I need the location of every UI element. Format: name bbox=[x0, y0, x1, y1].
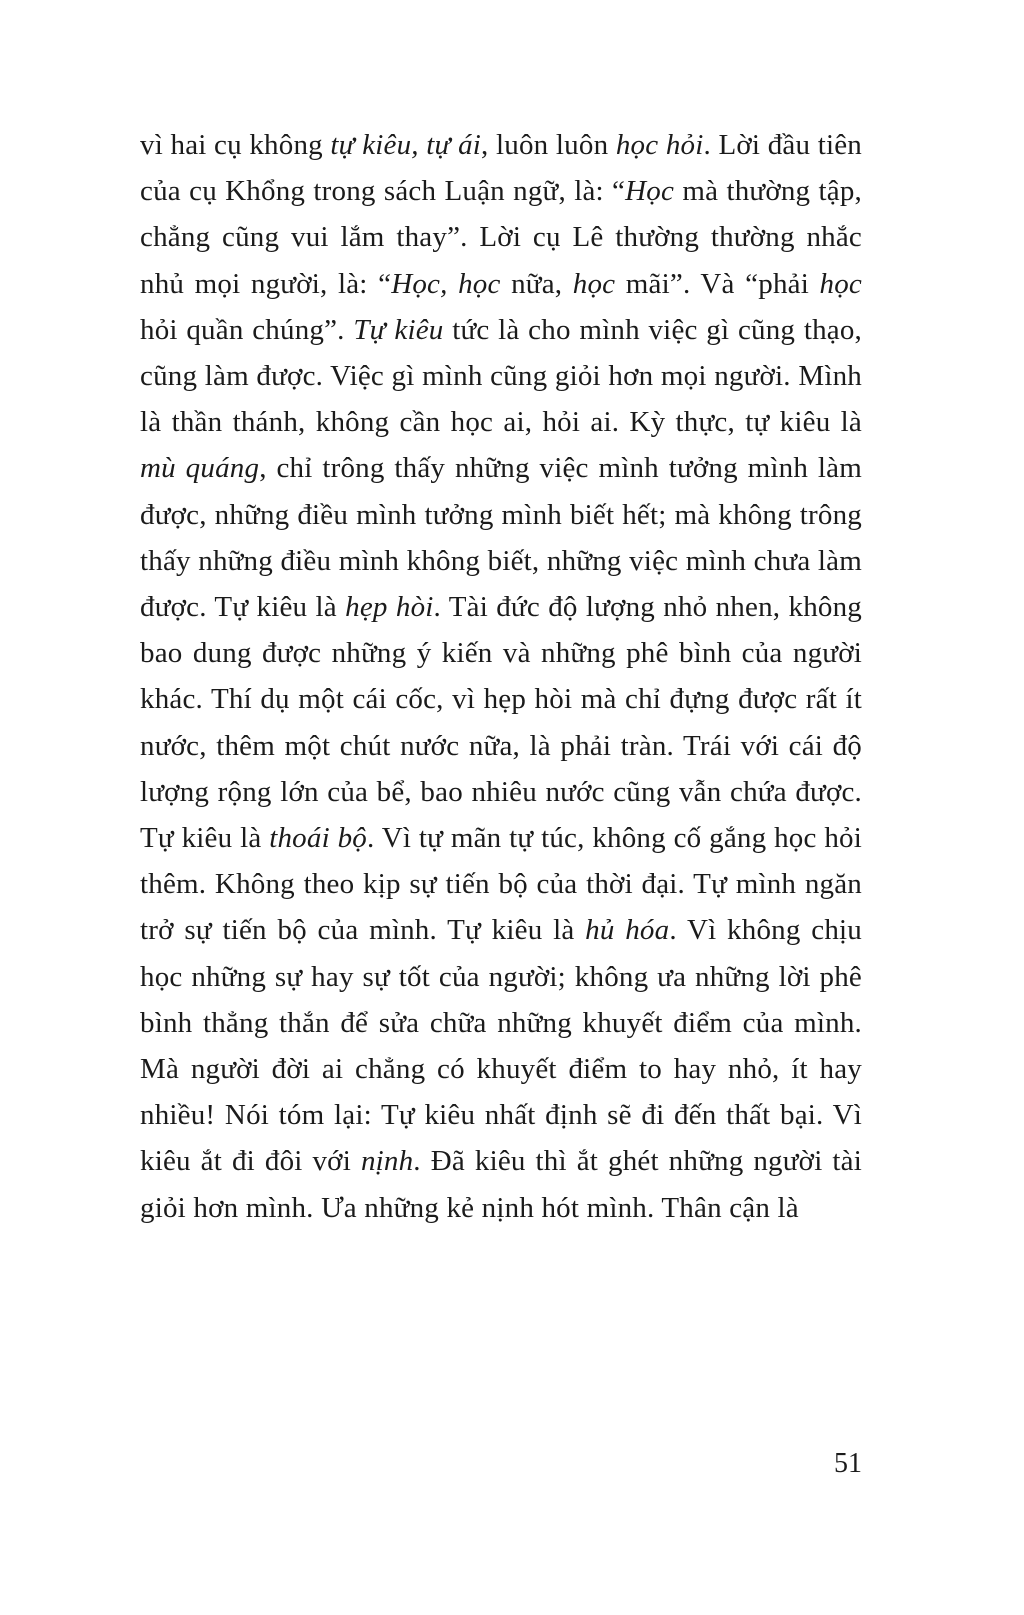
text-segment: hỏi quần chúng”. bbox=[140, 313, 354, 346]
emphasized-text-segment: học hỏi bbox=[615, 129, 704, 161]
text-segment: . Lời đầu tiên của cụ Khổng trong sách Luận ngữ, là: “ bbox=[140, 129, 862, 208]
emphasized-text-segment: học bbox=[572, 267, 616, 300]
text-segment: , luôn luôn bbox=[481, 129, 616, 161]
text-segment: , chỉ trông thấy những việc mình tưởng mình làm được, những điều mình tưởng mình biết hết; mà không trông thấy những điều mình không biết, những việc mình chưa làm được. Tự kiêu là bbox=[140, 452, 862, 624]
emphasized-text-segment: Học bbox=[625, 175, 675, 208]
text-segment: . Đã kiêu thì ắt ghét những người tài giỏi hơn mình. Ưa những kẻ nịnh hót mình. Thân cận là bbox=[140, 1145, 862, 1224]
emphasized-text-segment: nịnh bbox=[360, 1145, 414, 1178]
page-number: 51 bbox=[834, 1448, 862, 1479]
emphasized-text-segment: Tự kiêu bbox=[353, 313, 444, 346]
text-segment: mà thường tập, chẳng cũng vui lắm thay”. Lời cụ Lê thường thường nhắc nhủ mọi người, là: “ bbox=[140, 175, 863, 300]
body-paragraph bbox=[140, 122, 862, 1231]
emphasized-text-segment: thoái bộ bbox=[269, 822, 368, 855]
text-segment: . Vì không chịu học những sự hay sự tốt của người; không ưa những lời phê bình thẳng thắn để sửa chữa những khuyết điểm của mình. Mà người đời ai chẳng có khuyết điểm to hay nhỏ, ít hay nhiều! Nói tóm lại: Tự kiêu nhất định sẽ đi đến thất bại. Vì kiêu ắt đi đôi với bbox=[140, 914, 862, 1178]
emphasized-text-segment: hẹp hòi bbox=[345, 591, 434, 624]
emphasized-text-segment: mù quáng bbox=[140, 452, 260, 485]
emphasized-text-segment: hủ hóa bbox=[585, 914, 670, 947]
text-segment: vì hai cụ không bbox=[140, 129, 331, 161]
text-segment: tức là cho mình việc gì cũng thạo, cũng làm được. Việc gì mình cũng giỏi hơn mọi người. Mình là thần thánh, không cần học ai, hỏi ai. Kỳ thực, tự kiêu là bbox=[140, 313, 862, 439]
text-segment: . Vì tự mãn tự túc, không cố gắng học hỏi thêm. Không theo kịp sự tiến bộ của thời đại. Tự mình ngăn trở sự tiến bộ của mình. Tự kiêu là bbox=[140, 822, 862, 947]
emphasized-text-segment: tự kiêu, tự ái bbox=[330, 129, 482, 161]
text-segment: nữa, bbox=[500, 267, 573, 300]
emphasized-text-segment: học bbox=[819, 267, 862, 300]
text-segment: . Tài đức độ lượng nhỏ nhen, không bao dung được những ý kiến và những phê bình của người khác. Thí dụ một cái cốc, vì hẹp hòi mà chỉ đựng được rất ít nước, thêm một chút nước nữa, là phải tràn. Trái với cái độ lượng rộng lớn của bể, bao nhiêu nước cũng vẫn chứa được. Tự kiêu là bbox=[140, 591, 862, 855]
emphasized-text-segment: Học, học bbox=[391, 267, 501, 300]
text-segment: mãi”. Và “phải bbox=[615, 267, 820, 300]
